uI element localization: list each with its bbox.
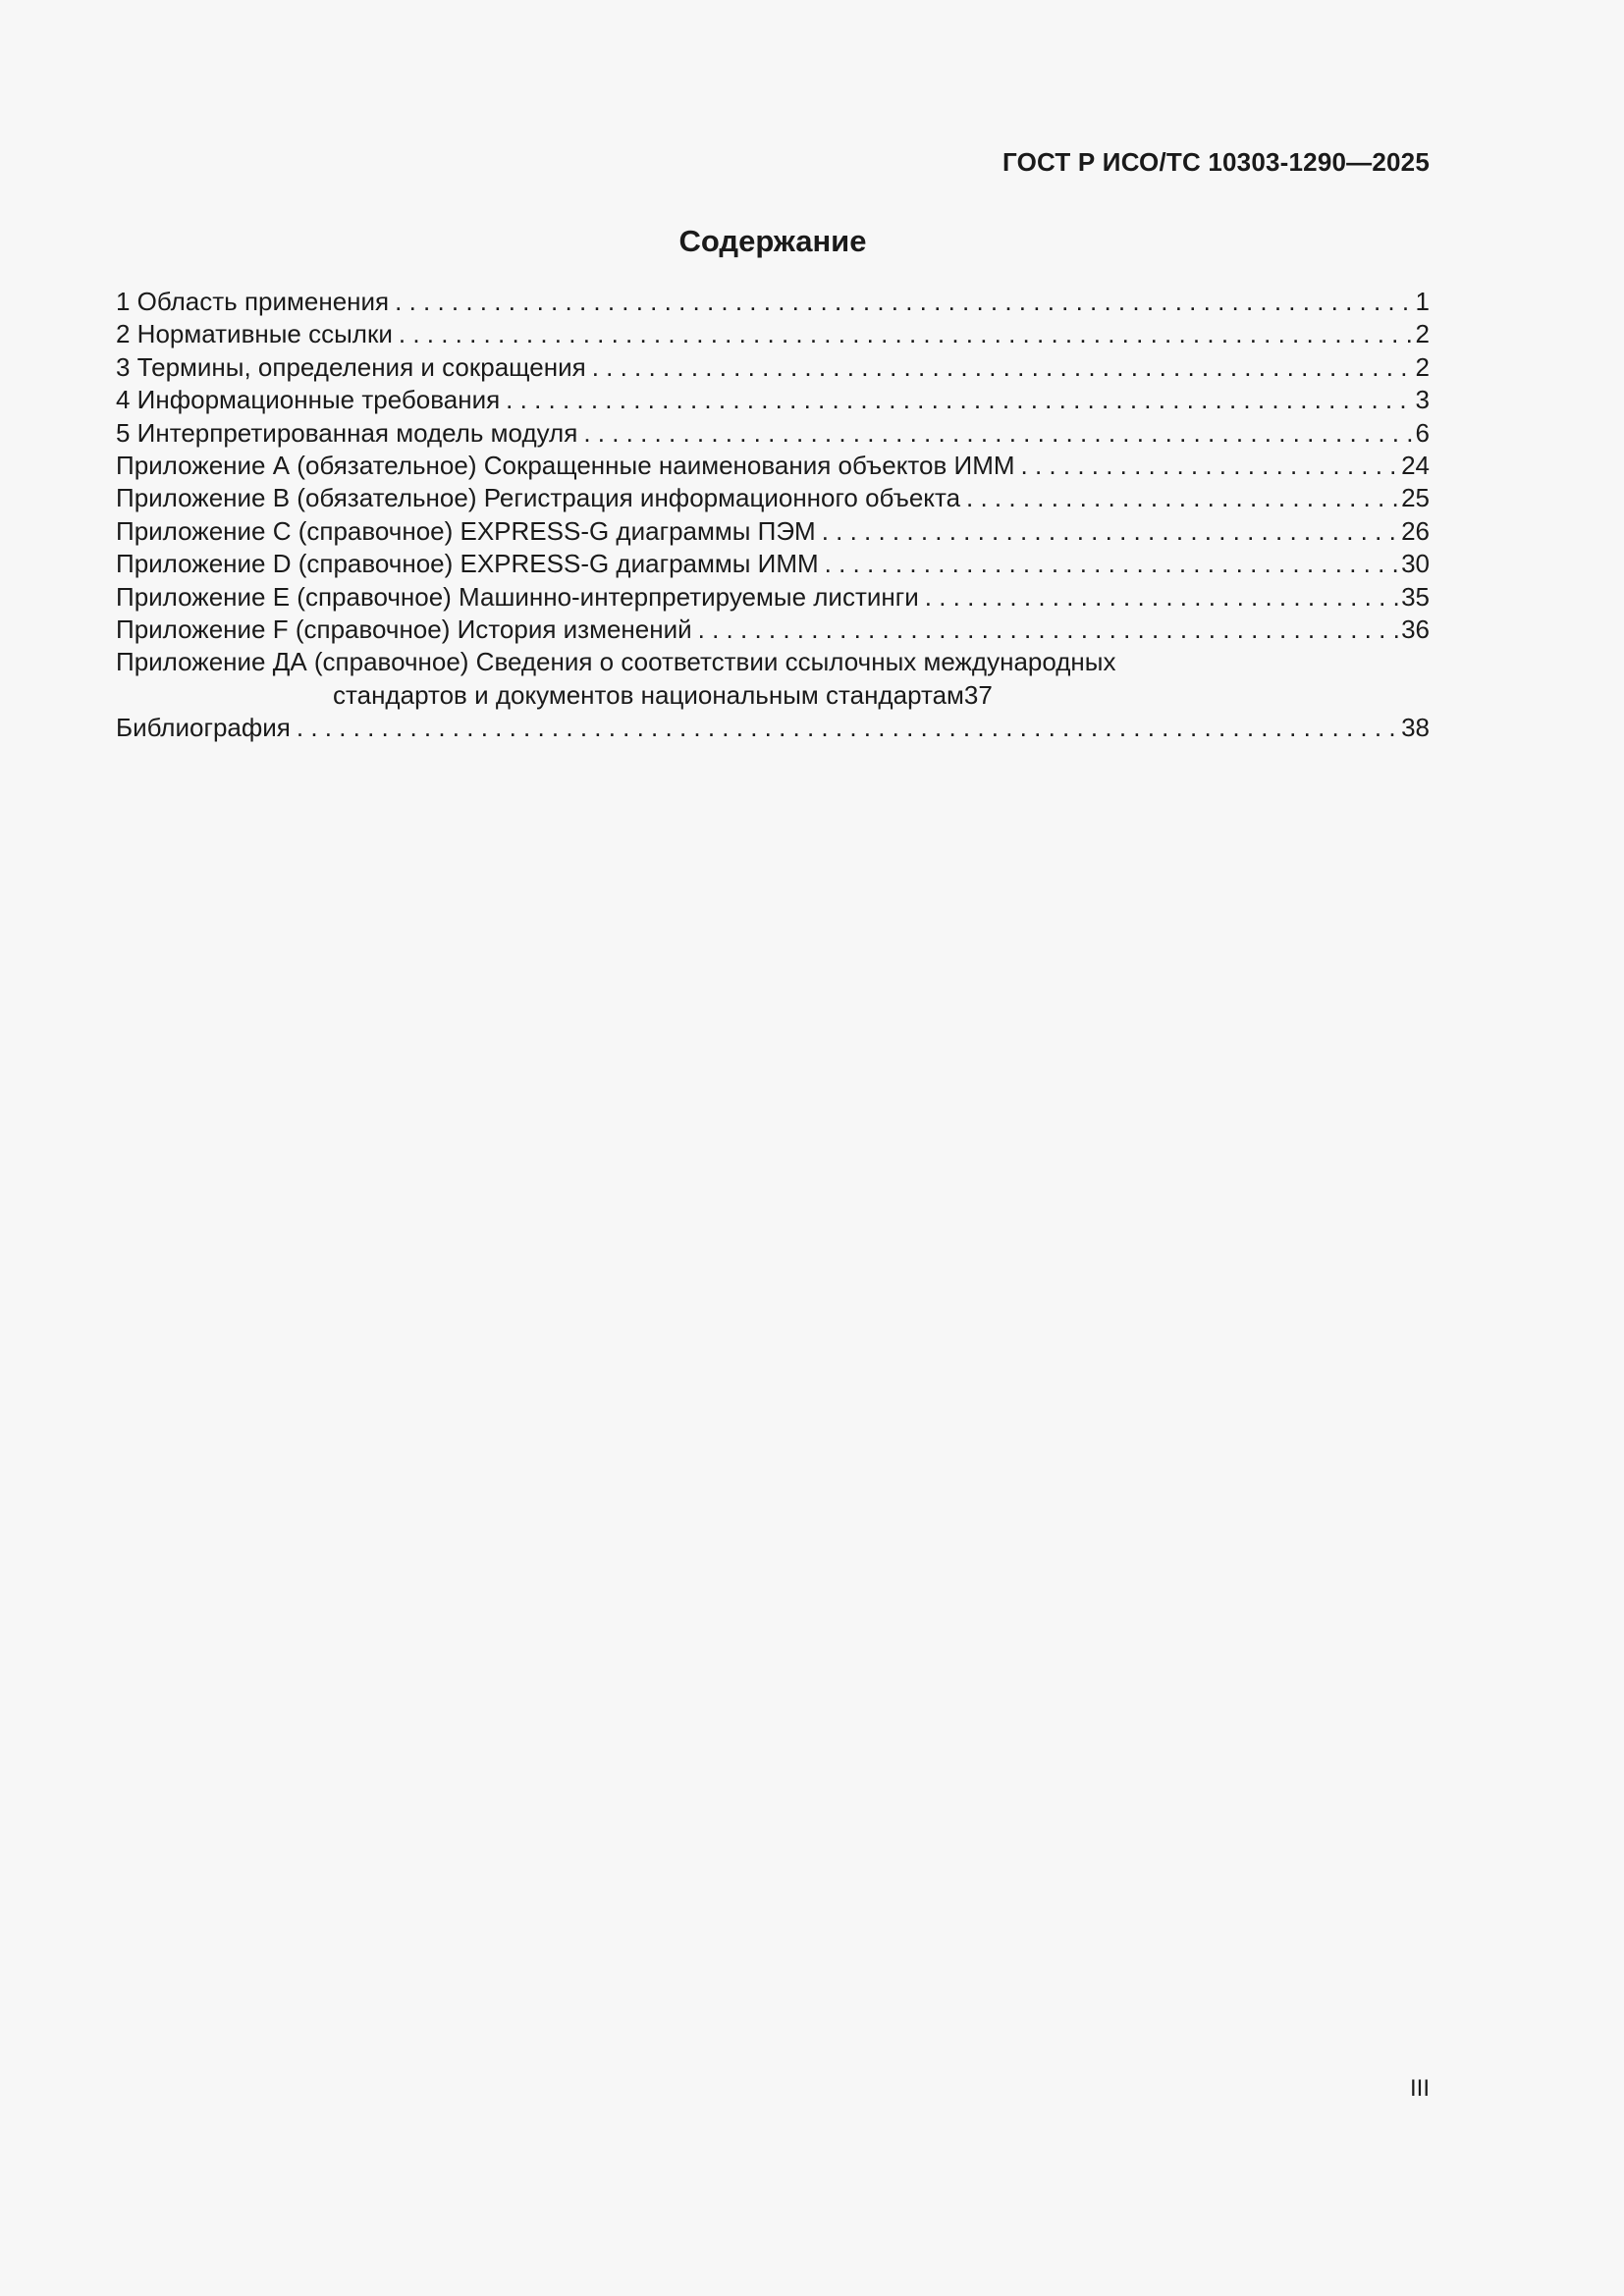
toc-title: Содержание — [678, 224, 867, 258]
document-code-header: ГОСТ Р ИСО/ТС 10303-1290—2025 — [1001, 147, 1430, 177]
dot-leader — [966, 482, 1399, 514]
toc-entry-page: 2 — [1415, 351, 1430, 382]
toc-entry-terms[interactable] — [116, 351, 1430, 384]
toc-entry-annex-e[interactable] — [116, 581, 1430, 614]
toc-entry-bibliography[interactable] — [116, 712, 1430, 744]
toc-entry-label: Библиография — [116, 713, 291, 743]
toc-entry-page: 26 — [1401, 515, 1430, 546]
dot-leader — [399, 318, 1414, 350]
toc-entry-scope[interactable] — [116, 286, 1430, 318]
toc-entry-page: 36 — [1401, 614, 1430, 644]
toc-entry-annex-a[interactable] — [116, 450, 1430, 482]
toc-entry-label: Приложение D (справочное) EXPRESS-G диаграммы ИММ — [116, 549, 819, 579]
toc-entry-page: 6 — [1415, 417, 1430, 448]
toc-entry-module-model[interactable] — [116, 417, 1430, 450]
toc-entry-page: 1 — [1415, 287, 1430, 316]
toc-entry-page: 2 — [1415, 319, 1430, 349]
toc-entry-label: 2 Нормативные ссылки — [116, 319, 393, 349]
toc-entry-continuation — [116, 679, 1430, 712]
dot-leader — [698, 614, 1399, 646]
toc-entry-label: 5 Интерпретированная модель модуля — [116, 417, 578, 448]
toc-entry-label: Приложение С (справочное) EXPRESS-G диаграммы ПЭМ — [116, 515, 816, 546]
toc-entry-page: 37 — [963, 679, 993, 710]
toc-entry-label-line-1: Приложение ДА (справочное) Сведения о соответствии ссылочных международных — [116, 647, 1116, 677]
dot-leader — [592, 351, 1414, 384]
toc-entry-label: Приложение А (обязательное) Сокращенные наименования объектов ИММ — [116, 450, 1015, 480]
toc-entry-label: 1 Область применения — [116, 287, 390, 316]
toc-entry-normative-references[interactable] — [116, 318, 1430, 350]
table-of-contents — [116, 286, 1430, 744]
dot-leader — [506, 384, 1413, 416]
toc-entry-label: Приложение Е (справочное) Машинно-интерпретируемые листинги — [116, 581, 919, 612]
dot-leader — [395, 286, 1413, 318]
toc-entry-annex-f[interactable] — [116, 614, 1430, 646]
dot-leader — [297, 712, 1399, 744]
dot-leader — [822, 515, 1399, 548]
toc-entry-page: 25 — [1401, 483, 1430, 513]
dot-leader — [1021, 450, 1400, 482]
toc-entry-label: 3 Термины, определения и сокращения — [116, 351, 586, 382]
dot-leader — [583, 417, 1413, 450]
toc-entry-label: 4 Информационные требования — [116, 385, 501, 415]
toc-entry-page: 3 — [1415, 385, 1430, 415]
dot-leader — [925, 581, 1399, 614]
toc-entry-annex-d[interactable] — [116, 548, 1430, 580]
toc-entry-page: 24 — [1401, 450, 1430, 480]
toc-entry-annex-b[interactable] — [116, 482, 1430, 514]
toc-entry-page: 38 — [1401, 713, 1430, 743]
toc-entry-label: Приложение В (обязательное) Регистрация информационного объекта — [116, 483, 961, 513]
toc-entry-page: 30 — [1401, 549, 1430, 579]
toc-entry-annex-c[interactable] — [116, 515, 1430, 548]
toc-entry-annex-da[interactable] — [116, 646, 1430, 712]
toc-entry-information-requirements[interactable] — [116, 384, 1430, 416]
page-number: III — [1409, 2075, 1430, 2102]
toc-entry-page: 35 — [1401, 581, 1430, 612]
toc-entry-label: Приложение F (справочное) История изменений — [116, 614, 692, 644]
toc-entry-label-line-2: стандартов и документов национальным стандартам — [333, 679, 964, 710]
dot-leader — [825, 548, 1399, 580]
